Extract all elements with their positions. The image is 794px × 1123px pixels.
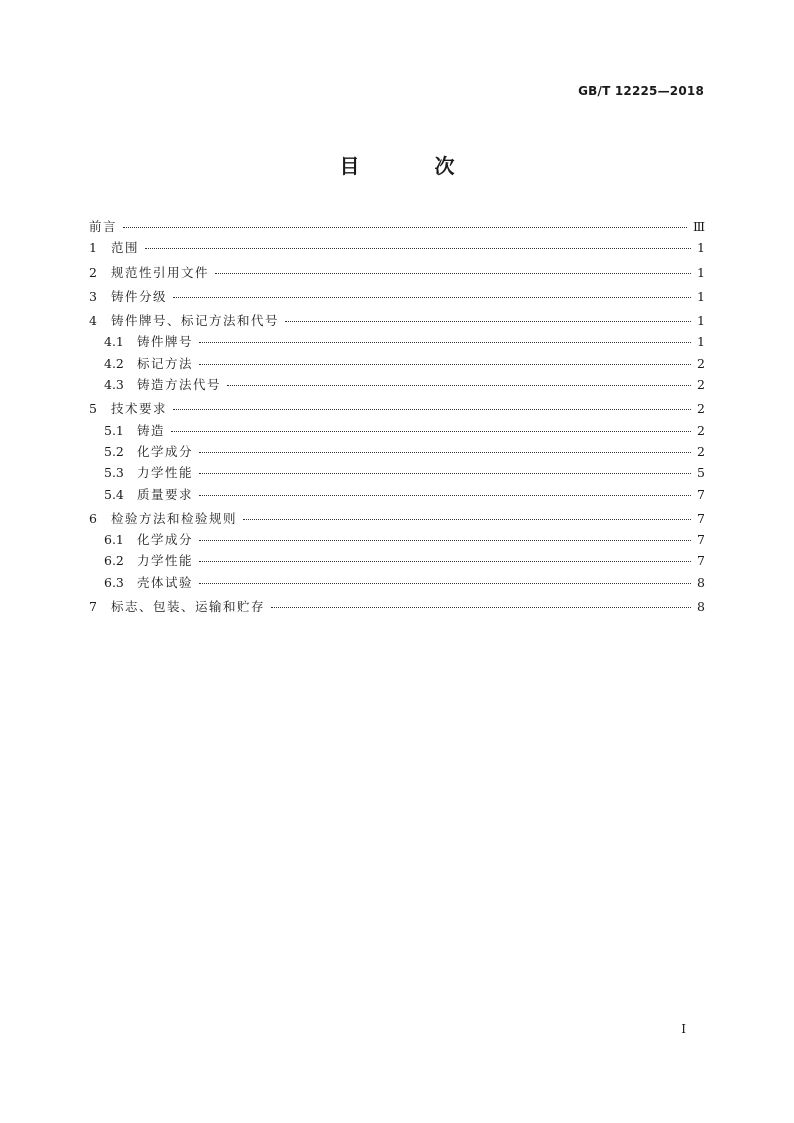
toc-entry-page: Ⅲ <box>692 219 705 234</box>
toc-entry-label: 标记方法 <box>137 355 194 371</box>
toc-entry-number: 6.2 <box>104 553 124 569</box>
toc-entry-page: 5 <box>697 465 705 481</box>
toc-dot-leader <box>199 561 691 562</box>
toc-entry-number: 4 <box>89 313 97 329</box>
toc-entry-label: 力学性能 <box>137 553 194 569</box>
toc-dot-leader <box>199 452 691 453</box>
toc-entry-page: 1 <box>697 240 705 256</box>
toc-entry-label: 检验方法和检验规则 <box>111 510 238 526</box>
toc-entry-page: 2 <box>697 443 705 459</box>
toc-entry-label: 标志、包装、运输和贮存 <box>111 599 266 615</box>
toc-entry-page: 1 <box>697 313 705 329</box>
toc-entry[interactable] <box>89 216 705 237</box>
toc-dot-leader <box>199 583 691 584</box>
toc-entry-page: 7 <box>697 532 705 548</box>
toc-entry[interactable] <box>89 331 705 352</box>
toc-entry-number: 6.3 <box>104 574 124 590</box>
toc-dot-leader <box>171 431 691 432</box>
toc-entry-label: 铸造方法代号 <box>137 377 222 393</box>
toc-entry[interactable] <box>89 529 705 550</box>
toc-entry[interactable] <box>89 374 705 395</box>
toc-entry-number: 3 <box>89 288 97 304</box>
toc-entry[interactable] <box>89 353 705 374</box>
toc-entry-label: 铸件牌号、标记方法和代号 <box>111 313 280 329</box>
toc-title: 目 次 <box>339 154 489 178</box>
toc-entry[interactable] <box>89 237 705 258</box>
toc-entry[interactable] <box>89 596 705 617</box>
toc-entry-number: 5.1 <box>104 422 124 438</box>
toc-entry-label: 范围 <box>111 240 140 256</box>
toc-entry-page: 2 <box>697 401 705 417</box>
toc-entry-page: 2 <box>697 355 705 371</box>
toc-dot-leader <box>271 607 691 608</box>
toc-entry-label: 壳体试验 <box>137 574 194 590</box>
toc-entry-label: 化学成分 <box>137 532 194 548</box>
toc-entry-number: 7 <box>89 599 97 615</box>
toc-entry[interactable] <box>89 310 705 331</box>
toc-dot-leader <box>199 540 691 541</box>
toc-dot-leader <box>227 385 691 386</box>
toc-entry-number: 6.1 <box>104 532 124 548</box>
toc-entry-page: 8 <box>697 599 705 615</box>
table-of-contents <box>89 216 705 617</box>
toc-entry-number: 5.2 <box>104 443 124 459</box>
toc-dot-leader <box>285 321 691 322</box>
standard-number: GB/T 12225—2018 <box>578 84 704 98</box>
toc-dot-leader <box>199 364 691 365</box>
toc-entry-page: 2 <box>697 377 705 393</box>
toc-entry-page: 7 <box>697 510 705 526</box>
toc-entry-label: 质量要求 <box>137 486 194 502</box>
toc-entry[interactable] <box>89 286 705 307</box>
toc-dot-leader <box>173 297 691 298</box>
toc-dot-leader <box>173 409 691 410</box>
toc-entry[interactable] <box>89 398 705 419</box>
toc-entry-page: 1 <box>697 288 705 304</box>
toc-entry-page: 8 <box>697 574 705 590</box>
toc-entry-label: 力学性能 <box>137 465 194 481</box>
toc-entry-label: 技术要求 <box>111 401 168 417</box>
toc-entry-page: 7 <box>697 486 705 502</box>
toc-entry-number: 5.3 <box>104 465 124 481</box>
toc-entry-page: 1 <box>697 334 705 350</box>
toc-entry-number: 2 <box>89 264 97 280</box>
toc-dot-leader <box>215 273 691 274</box>
toc-dot-leader <box>145 248 691 249</box>
toc-entry-number: 5 <box>89 401 97 417</box>
toc-entry-label: 铸造 <box>137 422 166 438</box>
toc-entry[interactable] <box>89 484 705 505</box>
toc-entry-number: 4.1 <box>104 334 124 350</box>
toc-dot-leader <box>243 519 691 520</box>
toc-entry-number: 5.4 <box>104 486 124 502</box>
toc-entry-label: 前言 <box>89 219 118 234</box>
toc-entry-page: 7 <box>697 553 705 569</box>
toc-entry[interactable] <box>89 508 705 529</box>
toc-entry[interactable] <box>89 462 705 483</box>
toc-dot-leader <box>199 342 691 343</box>
toc-entry-number: 4.2 <box>104 355 124 371</box>
toc-entry[interactable] <box>89 262 705 283</box>
toc-entry-number: 6 <box>89 510 97 526</box>
toc-dot-leader <box>199 495 691 496</box>
toc-entry-label: 规范性引用文件 <box>111 264 210 280</box>
toc-entry-number: 4.3 <box>104 377 124 393</box>
toc-dot-leader <box>199 473 691 474</box>
toc-entry-number: 1 <box>89 240 97 256</box>
toc-entry[interactable] <box>89 572 705 593</box>
page-number: Ⅰ <box>681 1022 686 1036</box>
toc-dot-leader <box>123 227 687 228</box>
toc-entry[interactable] <box>89 441 705 462</box>
toc-entry-label: 铸件分级 <box>111 288 168 304</box>
toc-entry-label: 铸件牌号 <box>137 334 194 350</box>
toc-entry-page: 2 <box>697 422 705 438</box>
toc-entry[interactable] <box>89 420 705 441</box>
toc-entry-page: 1 <box>697 264 705 280</box>
toc-entry-label: 化学成分 <box>137 443 194 459</box>
toc-entry[interactable] <box>89 550 705 571</box>
